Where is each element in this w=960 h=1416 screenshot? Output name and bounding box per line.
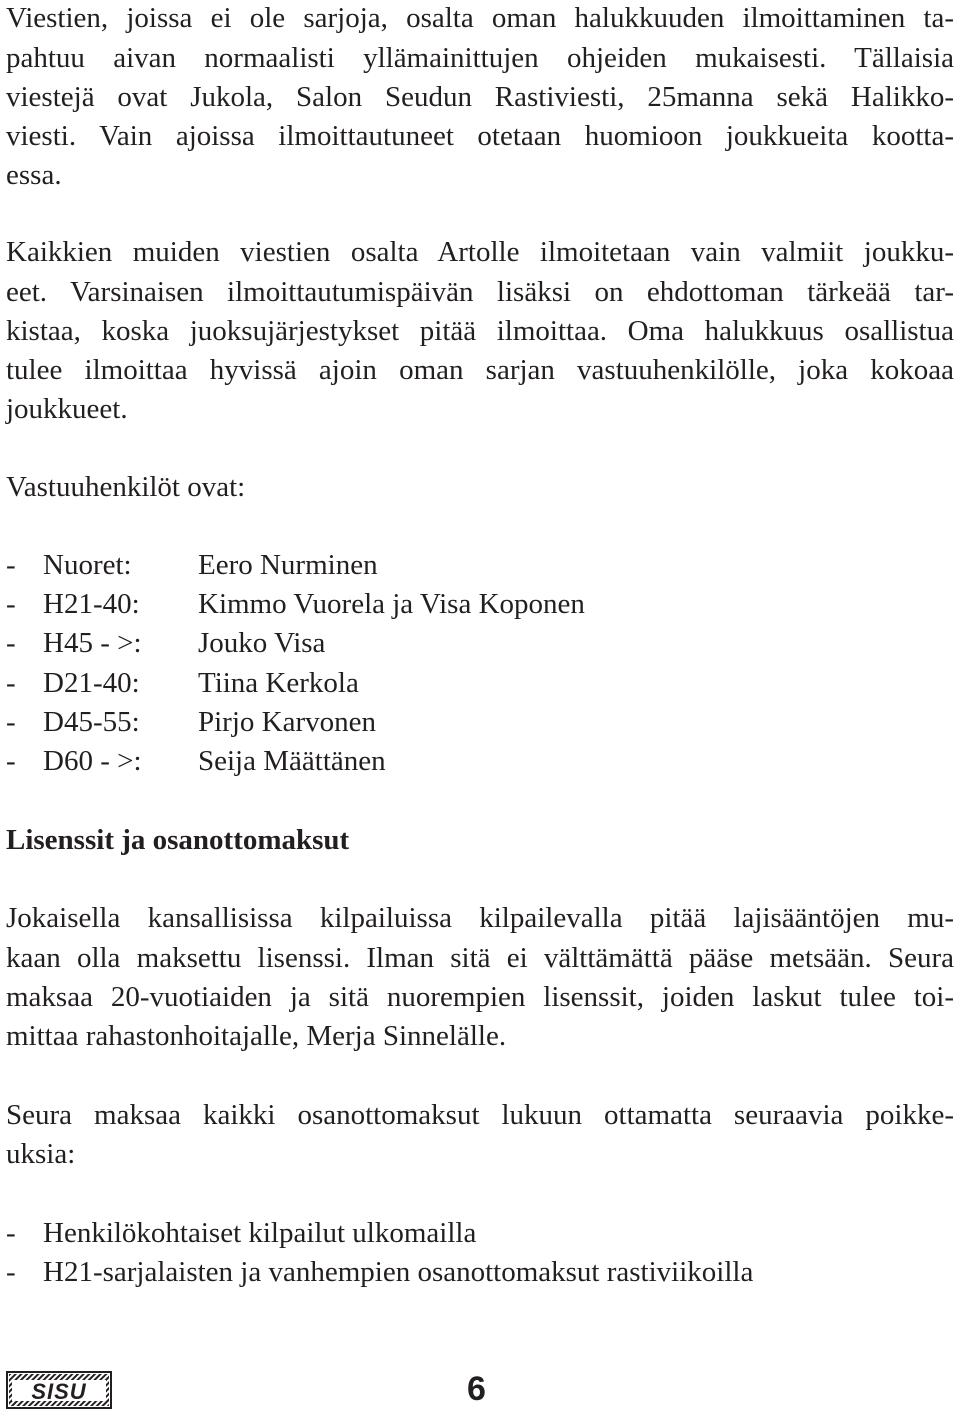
list-dash: - (6, 1217, 16, 1249)
contact-name: Eero Nurminen (198, 549, 378, 581)
text-line: eet. Varsinaisen ilmoittautumispäivän lisäksi on ehdottoman tärkeää tar- (6, 276, 954, 308)
list-item (0, 1258, 960, 1292)
page-number: 6 (467, 1370, 486, 1408)
text-line: viestejä ovat Jukola, Salon Seudun Rastiviesti, 25manna sekä Halikko- (6, 81, 954, 113)
contact-category: H45 - >: (43, 627, 142, 659)
contact-category: D45-55: (43, 706, 140, 738)
contacts-intro: Vastuuhenkilöt ovat: (6, 471, 246, 503)
list-dash: - (6, 1256, 16, 1288)
contact-name: Jouko Visa (198, 627, 326, 659)
list-item (0, 590, 960, 624)
text-line: viesti. Vain ajoissa ilmoittautuneet otetaan huomioon joukkueita kootta- (6, 120, 954, 152)
text-line: maksaa 20-vuotiaiden ja sitä nuorempien lisenssit, joiden laskut tulee toi- (6, 981, 954, 1013)
text-line: tulee ilmoittaa hyvissä ajoin oman sarjan vastuuhenkilölle, joka kokoaa (6, 354, 954, 386)
text-line: essa. (6, 159, 62, 191)
list-item (0, 551, 960, 585)
contact-category: D60 - >: (43, 745, 142, 777)
contact-category: D21-40: (43, 667, 140, 699)
sisu-logo (6, 1371, 112, 1409)
text-line: Viestien, joissa ei ole sarjoja, osalta oman halukkuuden ilmoittaminen ta- (6, 2, 954, 34)
text-line: joukkueet. (6, 393, 128, 425)
list-item (0, 669, 960, 703)
contact-name: Kimmo Vuorela ja Visa Koponen (198, 588, 585, 620)
list-dash: - (6, 549, 16, 581)
list-dash: - (6, 667, 16, 699)
list-dash: - (6, 745, 16, 777)
list-item (0, 1219, 960, 1253)
list-dash: - (6, 706, 16, 738)
exception-text: H21-sarjalaisten ja vanhempien osanottomaksut rastiviikoilla (43, 1256, 754, 1288)
text-line: Kaikkien muiden viestien osalta Artolle ilmoitetaan vain valmiit joukku- (6, 236, 954, 268)
text-line: uksia: (6, 1138, 76, 1170)
exception-text: Henkilökohtaiset kilpailut ulkomailla (43, 1217, 477, 1249)
text-line: kistaa, koska juoksujärjestykset pitää ilmoittaa. Oma halukkuus osallistua (6, 315, 954, 347)
list-item (0, 708, 960, 742)
section-heading: Lisenssit ja osanottomaksut (6, 824, 350, 856)
list-item (0, 747, 960, 781)
text-line: mittaa rahastonhoitajalle, Merja Sinnelälle. (6, 1020, 507, 1052)
list-dash: - (6, 627, 16, 659)
contact-category: Nuoret: (43, 549, 132, 581)
list-item (0, 629, 960, 663)
contact-name: Tiina Kerkola (198, 667, 359, 699)
contact-name: Seija Määttänen (198, 745, 386, 777)
text-line: kaan olla maksettu lisenssi. Ilman sitä ei välttämättä pääse metsään. Seura (6, 942, 954, 974)
text-line: Jokaisella kansallisissa kilpailuissa kilpailevalla pitää lajisääntöjen mu- (6, 902, 954, 934)
list-dash: - (6, 588, 16, 620)
text-line: pahtuu aivan normaalisti yllämainittujen ohjeiden mukaisesti. Tällaisia (6, 42, 954, 74)
contact-category: H21-40: (43, 588, 140, 620)
text-line: Seura maksaa kaikki osanottomaksut lukuun ottamatta seuraavia poikke- (6, 1099, 954, 1131)
contact-name: Pirjo Karvonen (198, 706, 376, 738)
svg-text:SISU: SISU (31, 1379, 87, 1404)
